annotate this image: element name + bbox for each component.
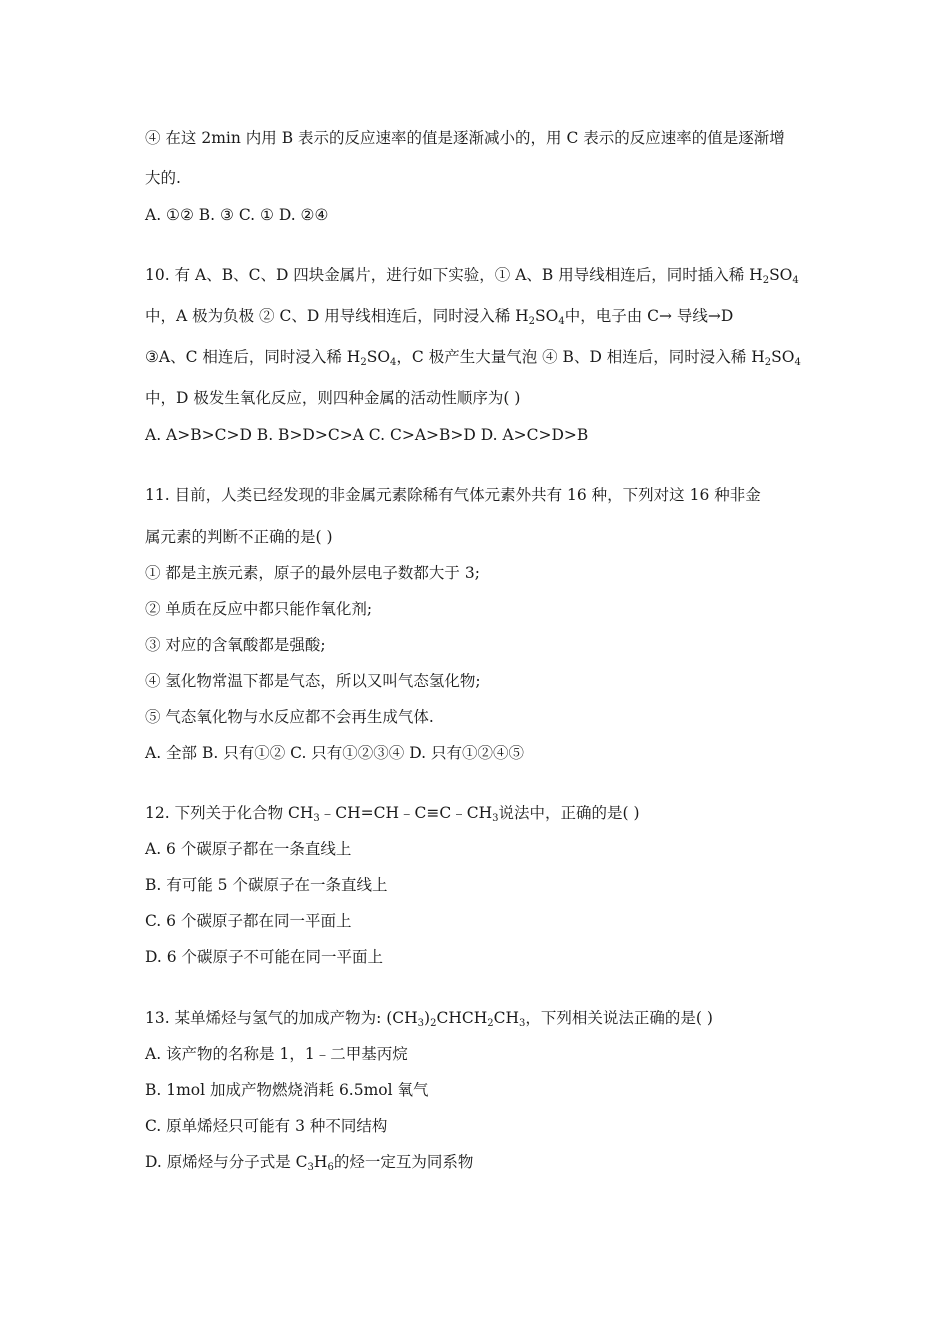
q13-text: 13. 某单烯烃与氢气的加成产物为: (CH <box>145 1009 418 1027</box>
subscript: 4 <box>792 275 799 286</box>
q13-text: 的烃一定互为同系物 <box>333 1153 474 1171</box>
q12-text: 说法中，正确的是( ) <box>498 804 640 822</box>
subscript: 3 <box>417 1018 425 1029</box>
q9-options: A. ①② B. ③ C. ① D. ②④ <box>145 206 329 224</box>
q12-option-a: A. 6 个碳原子都在一条直线上 <box>145 840 352 858</box>
q10-text: ，C 极产生大量气泡 ④ B、D 相连后，同时浸入稀 H <box>396 348 765 366</box>
q10-text: 中，电子由 C→ 导线→D <box>564 307 734 325</box>
subscript: 4 <box>794 357 801 368</box>
subscript: 6 <box>327 1162 334 1173</box>
q13-option-d <box>145 1152 473 1172</box>
q10-line3 <box>145 347 801 367</box>
q12-text: ﹣CH=CH﹣C≡C﹣CH <box>319 804 493 822</box>
q12-option-c: C. 6 个碳原子都在同一平面上 <box>145 912 352 930</box>
q13-option-a: A. 该产物的名称是 1，1﹣二甲基丙烷 <box>145 1045 408 1063</box>
q10-text: SO <box>771 348 795 366</box>
q13-text: H <box>313 1153 328 1171</box>
q10-text: SO <box>366 348 391 366</box>
q13-option-b: B. 1mol 加成产物燃烧消耗 6.5mol 氧气 <box>145 1081 429 1099</box>
q13-text: D. 原烯烃与分子式是 C <box>145 1153 308 1171</box>
subscript: 3 <box>492 813 499 824</box>
q13-text: CH <box>493 1009 519 1027</box>
subscript: 2 <box>528 316 536 327</box>
q13-text: CHCH <box>436 1009 488 1027</box>
q11-item5: ⑤ 气态氧化物与水反应都不会再生成气体. <box>145 708 434 726</box>
subscript: 2 <box>360 357 367 368</box>
q9-item4-line2: 大的. <box>145 169 181 187</box>
q10-line4: 中，D 极发生氧化反应，则四种金属的活动性顺序为( ) <box>145 389 521 407</box>
q12-stem <box>145 803 640 823</box>
q10-line2 <box>145 306 733 326</box>
q13-stem <box>145 1008 713 1028</box>
q11-options: A. 全部 B. 只有①② C. 只有①②③④ D. 只有①②④⑤ <box>145 744 524 762</box>
subscript: 2 <box>764 357 772 368</box>
q10-options: A. A>B>C>D B. B>D>C>A C. C>A>B>D D. A>C>D>B <box>145 426 589 444</box>
subscript: 4 <box>558 316 565 327</box>
q12-option-b: B. 有可能 5 个碳原子在一条直线上 <box>145 876 388 894</box>
q11-item1: ① 都是主族元素，原子的最外层电子数都大于 3; <box>145 564 480 582</box>
q11-line1: 11. 目前，人类已经发现的非金属元素除稀有气体元素外共有 16 种，下列对这 16 种非金 <box>145 486 761 504</box>
subscript: 2 <box>430 1018 437 1029</box>
q13-option-c: C. 原单烯烃只可能有 3 种不同结构 <box>145 1117 388 1135</box>
subscript: 3 <box>307 1162 314 1173</box>
subscript: 3 <box>313 813 320 824</box>
q11-item2: ② 单质在反应中都只能作氧化剂; <box>145 600 373 618</box>
q10-text: 中，A 极为负极 ② C、D 用导线相连后，同时浸入稀 H <box>145 307 529 325</box>
q10-text: 10. 有 A、B、C、D 四块金属片，进行如下实验，① A、B 用导线相连后，同时插入稀 H <box>145 266 763 284</box>
q11-item4: ④ 氢化物常温下都是气态，所以又叫气态氢化物; <box>145 672 481 690</box>
subscript: 3 <box>519 1018 526 1029</box>
q11-item3: ③ 对应的含氧酸都是强酸; <box>145 636 326 654</box>
subscript: 2 <box>487 1018 494 1029</box>
q10-text: SO <box>769 266 793 284</box>
q12-option-d: D. 6 个碳原子不可能在同一平面上 <box>145 948 384 966</box>
subscript: 4 <box>390 357 397 368</box>
q13-text: ) <box>424 1009 431 1027</box>
subscript: 2 <box>762 275 770 286</box>
q10-text: ③A、C 相连后，同时浸入稀 H <box>145 348 361 366</box>
q10-text: SO <box>535 307 559 325</box>
q10-line1 <box>145 265 799 285</box>
q9-item4-line1: ④ 在这 2min 内用 B 表示的反应速率的值是逐渐减小的，用 C 表示的反应速率的值是逐渐增 <box>145 129 785 147</box>
q13-text: ，下列相关说法正确的是( ) <box>525 1009 713 1027</box>
q11-line2: 属元素的判断不正确的是( ) <box>145 528 333 546</box>
q12-text: 12. 下列关于化合物 CH <box>145 804 314 822</box>
